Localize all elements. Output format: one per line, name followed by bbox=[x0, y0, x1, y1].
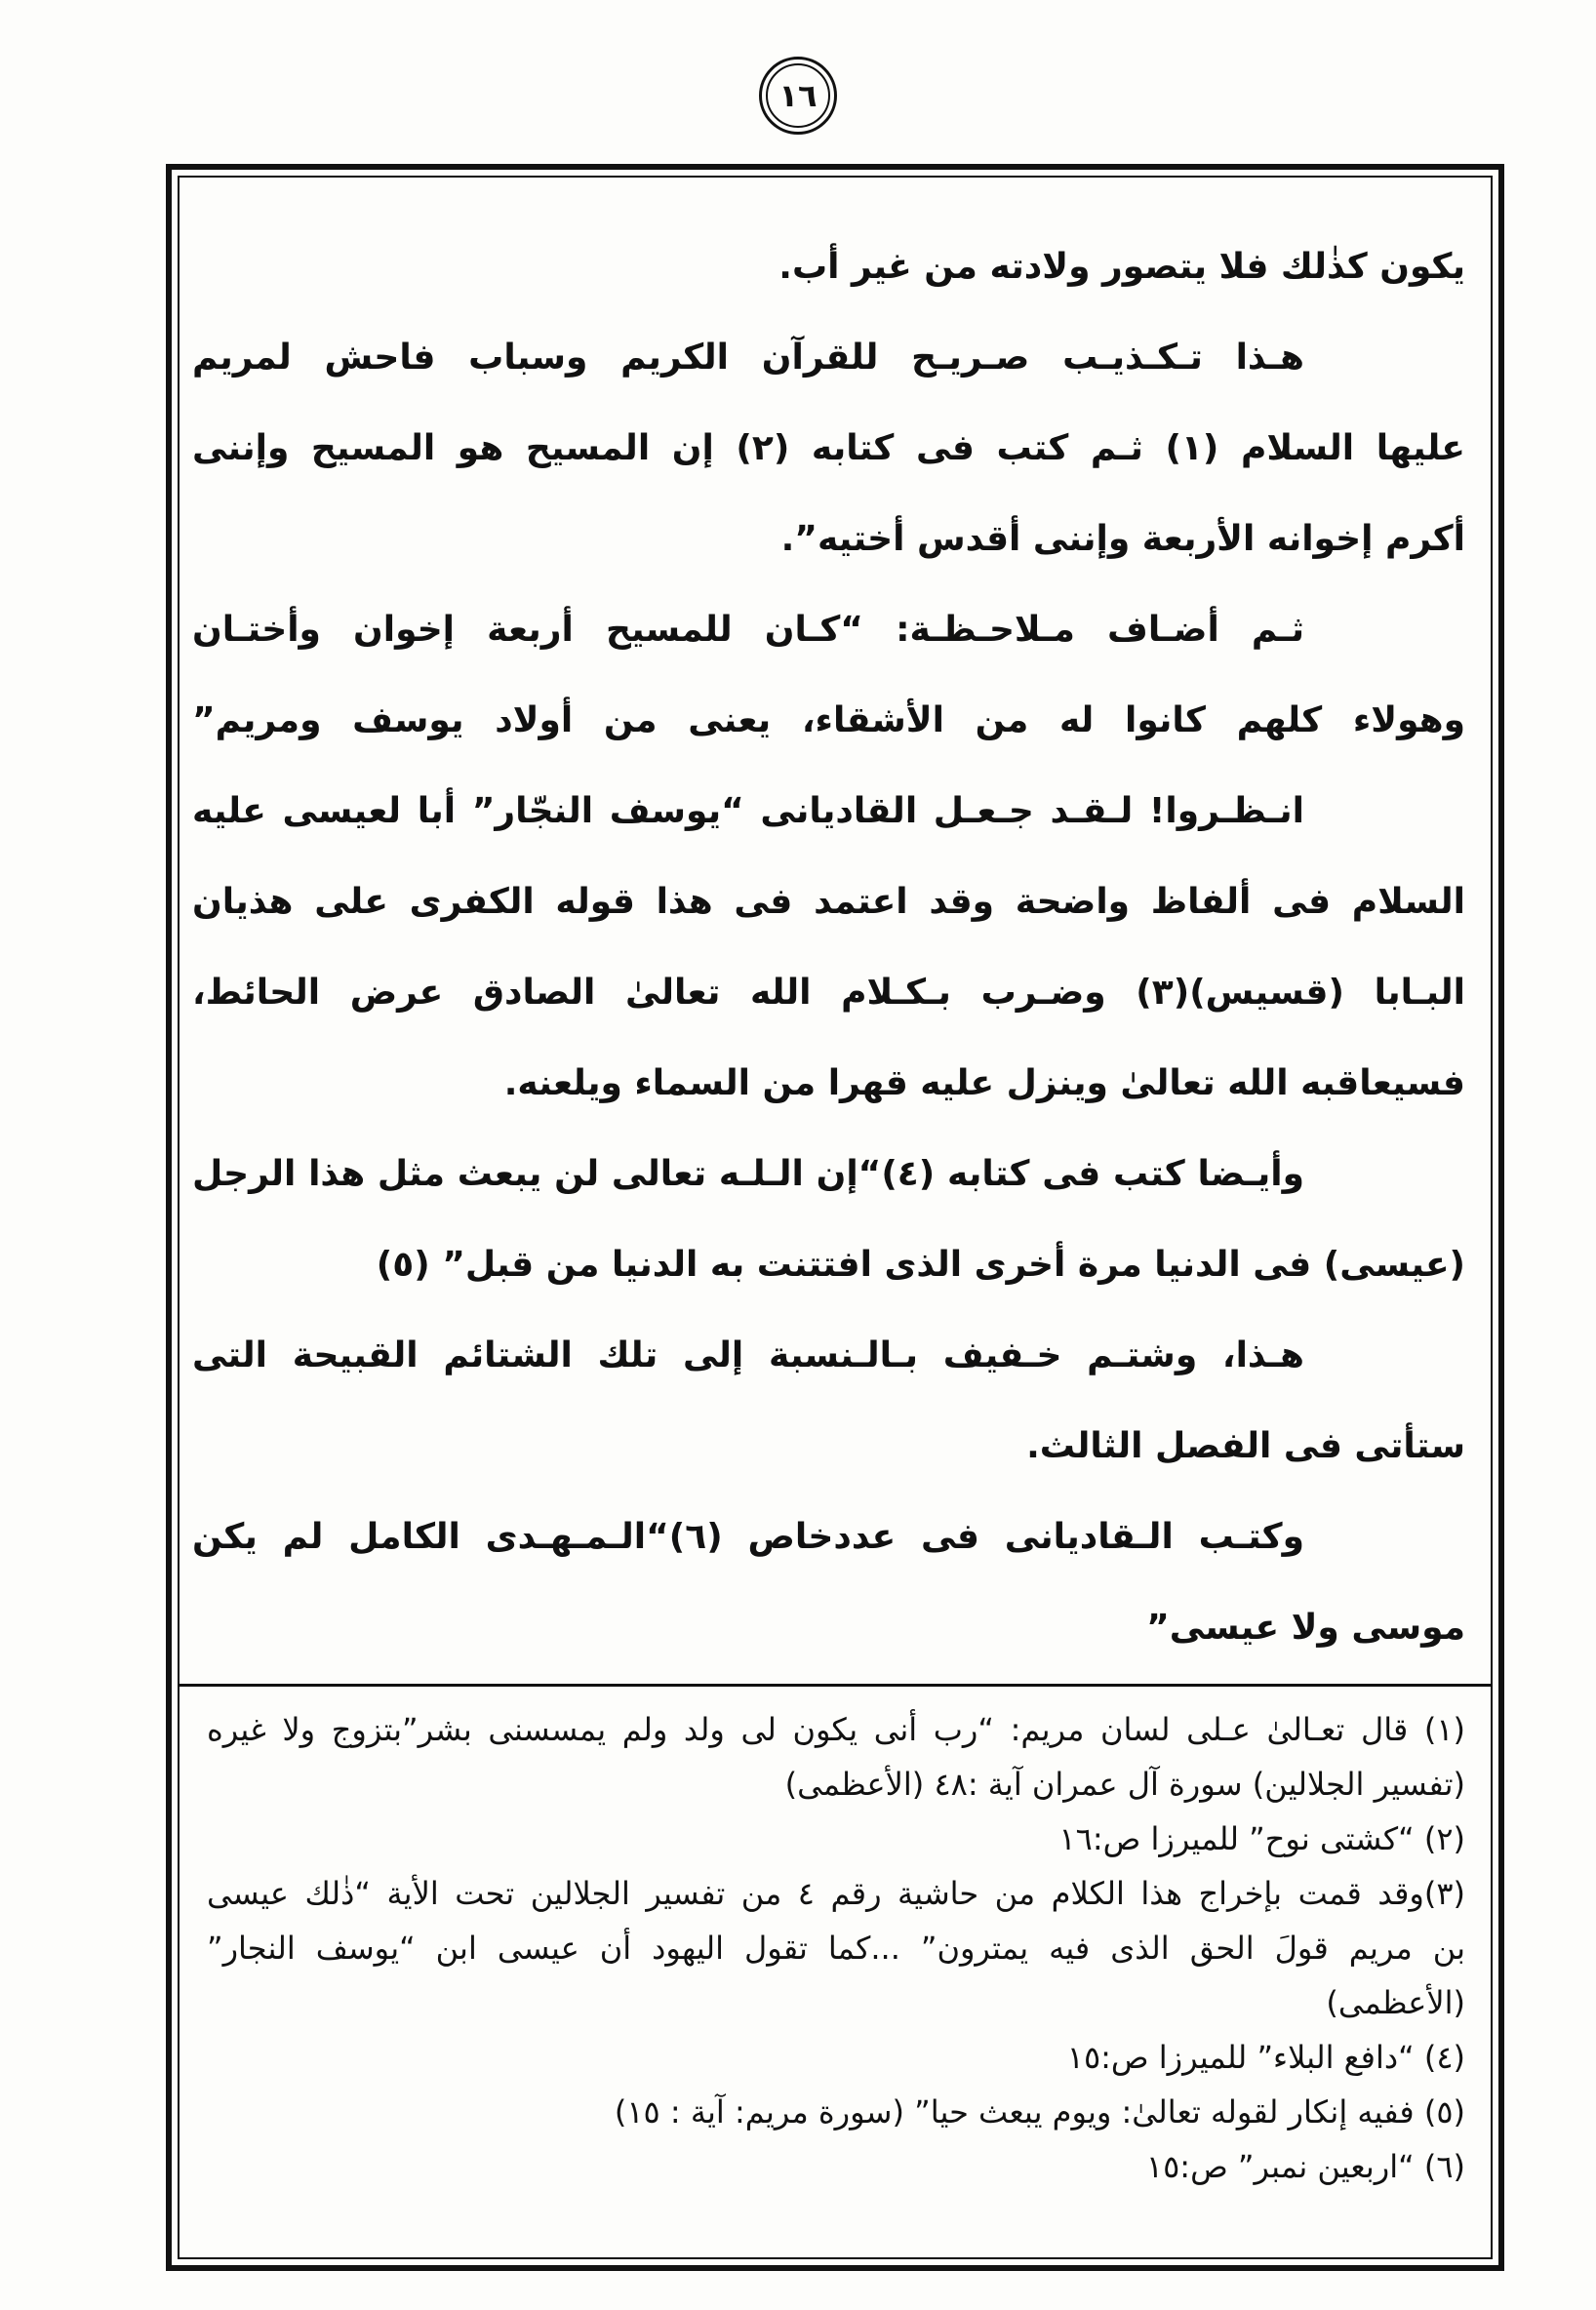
body-line: عليها السلام (١) ثـم كتب فى كتابه (٢) إن المسيح هو المسيح وإننى bbox=[192, 428, 1465, 468]
body-line: انـظـروا! لـقـد جـعـل القاديانى “يوسف النجّار” أبا لعيسى عليه bbox=[192, 791, 1304, 831]
page-number-roundel bbox=[759, 57, 837, 135]
page-number: ١٦ bbox=[766, 63, 830, 128]
footnotes bbox=[207, 1702, 1465, 2194]
footnote-line: (٢) “كشتى نوح” للميرزا ص:١٦ bbox=[1058, 1820, 1465, 1857]
body-line: وأيـضا كتب فى كتابه (٤)“إن الـلـه تعالى لن يبعث مثل هذا الرجل bbox=[192, 1154, 1304, 1194]
footnote-line: (٣)وقد قمت بإخراج هذا الكلام من حاشية رقم ٤ من تفسير الجلالين تحت الأية “ذٰلك عيسى bbox=[207, 1875, 1465, 1912]
body-line: وهولاء كلهم كانوا له من الأشقاء، يعنى من أولاد يوسف ومريم” bbox=[192, 700, 1465, 740]
body-line: يكون كذٰلك فلا يتصور ولادته من غير أب. bbox=[778, 247, 1465, 287]
footnote-line: (٦) “اربعين نمبر” ص:١٥ bbox=[1145, 2148, 1465, 2185]
footnote-line: (الأعظمى) bbox=[1326, 1984, 1465, 2021]
footnote-line: (تفسير الجلالين) سورة آل عمران آية :٤٨ (الأعظمى) bbox=[784, 1766, 1465, 1803]
footnote-line: (١) قال تعـالىٰ عـلى لسان مريم: “رب أنى يكون لى ولد ولم يمسسنى بشر”بتزوج ولا غيره bbox=[207, 1711, 1465, 1748]
body-line: موسى ولا عيسى” bbox=[1146, 1608, 1465, 1648]
body-line: هـذا، وشتـم خـفيف بـالـنسبة إلى تلك الشتائم القبيحة التى bbox=[192, 1335, 1304, 1375]
footnote-separator bbox=[178, 1684, 1493, 1687]
body-line: السلام فى ألفاظ واضحة وقد اعتمد فى هذا قوله الكفرى على هذيان bbox=[192, 882, 1465, 922]
body-line: أكرم إخوانه الأربعة وإننى أقدس أختيه”. bbox=[780, 519, 1465, 559]
body-text bbox=[192, 221, 1465, 1673]
body-line: ثـم أضـاف مـلاحـظـة: “كـان للمسيح أربعة إخوان وأختـان bbox=[192, 610, 1304, 650]
footnote-line: (٥) ففيه إنكار لقوله تعالىٰ: ويوم يبعث حيا” (سورة مريم: آية : ١٥) bbox=[614, 2093, 1465, 2131]
body-line: وكتـب الـقاديانى فى عددخاص (٦)“الـمـهـدى الكامل لم يكن bbox=[192, 1517, 1304, 1557]
body-line: هـذا تـكـذيـب صـريـح للقرآن الكريم وسباب فاحش لمريم bbox=[192, 338, 1304, 378]
body-line: فسيعاقبه الله تعالىٰ وينزل عليه قهرا من السماء ويلعنه. bbox=[503, 1063, 1465, 1103]
footnote-line: بن مريم قولَ الحق الذى فيه يمترون” ...كما تقول اليهود أن عيسى ابن “يوسف النجار” bbox=[207, 1930, 1465, 1967]
body-line: البـابا (قسيس)(٣) وضـرب بـكـلام الله تعالىٰ الصادق عرض الحائط، bbox=[192, 973, 1465, 1013]
body-line: (عيسى) فى الدنيا مرة أخرى الذى افتتنت به الدنيا من قبل” (٥) bbox=[376, 1245, 1465, 1285]
footnote-line: (٤) “دافع البلاء” للميرزا ص:١٥ bbox=[1066, 2039, 1465, 2076]
body-line: ستأتى فى الفصل الثالث. bbox=[1026, 1426, 1465, 1466]
